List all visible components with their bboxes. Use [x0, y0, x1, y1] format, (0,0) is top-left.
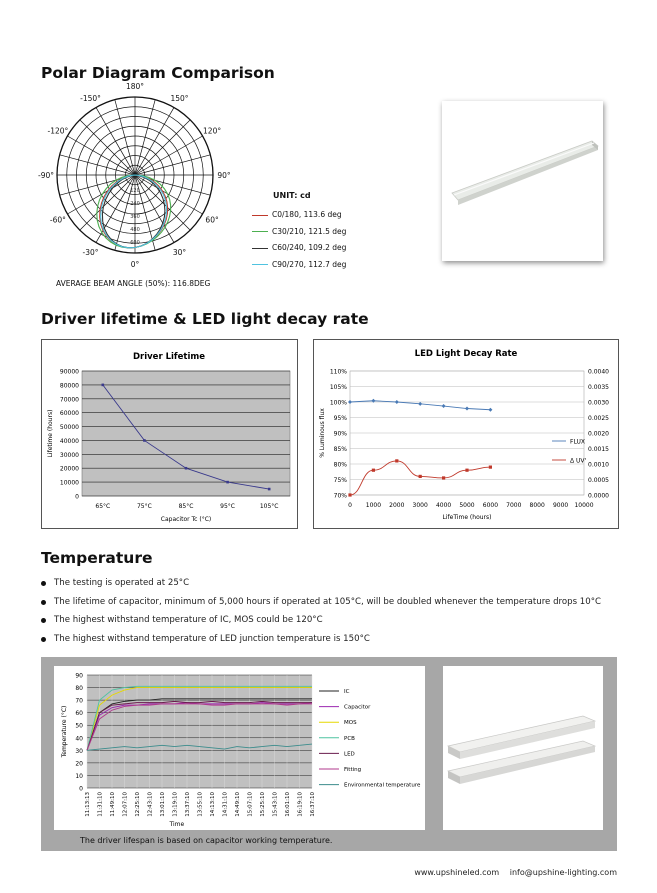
luminaire-photo — [442, 101, 603, 261]
x-tick-label: 8000 — [529, 502, 545, 509]
y-tick-label: 95% — [333, 415, 347, 422]
temperature-caption: The driver lifespan is based on capacitor working temperature. — [80, 836, 333, 845]
legend-item — [252, 260, 346, 277]
x-tick-label: 85°C — [178, 503, 194, 510]
angle-label: -120° — [47, 126, 69, 136]
legend-label: Capacitor — [344, 704, 371, 711]
x-tick-label: 12:43:10 — [147, 792, 154, 817]
y-tick-label: 30 — [75, 747, 83, 755]
polar-spoke — [135, 175, 203, 214]
x-tick-label: 13:19:10 — [172, 792, 179, 817]
legend-label: C0/180, 113.6 deg — [272, 210, 342, 219]
chart-title: LED Light Decay Rate — [414, 349, 518, 359]
x-axis-label: LifeTime (hours) — [442, 514, 492, 521]
x-tick-label: 7000 — [506, 502, 522, 509]
x-tick-label: 16:37:10 — [310, 792, 316, 817]
angle-label: 150° — [170, 93, 189, 103]
x-tick-label: 15:07:10 — [247, 792, 254, 817]
angle-label: 120° — [203, 126, 222, 136]
data-point — [372, 469, 375, 472]
legend-label: Fitting — [344, 767, 362, 773]
radial-label: 0 — [133, 175, 137, 181]
x-tick-label: 75°C — [136, 503, 152, 510]
polar-spoke — [96, 107, 135, 175]
x-tick-label: 12:07:10 — [122, 792, 129, 817]
legend-item — [252, 210, 346, 227]
y-tick-label: 75% — [333, 477, 347, 484]
y2-tick-label: 0.0025 — [588, 415, 609, 422]
y-tick-label: 80 — [75, 685, 83, 693]
y2-tick-label: 0.0005 — [588, 477, 609, 484]
polar-spoke — [135, 107, 174, 175]
y2-tick-label: 0.0040 — [588, 368, 609, 376]
legend-label: C30/210, 121.5 deg — [272, 226, 347, 236]
polar-spoke — [135, 136, 203, 175]
data-point — [489, 466, 492, 469]
data-point — [442, 476, 445, 479]
angle-label: 30° — [172, 248, 187, 258]
legend-swatch — [252, 215, 268, 216]
y-tick-label: 110% — [329, 368, 347, 376]
temperature-chart — [54, 666, 425, 830]
angle-label: 90° — [217, 171, 231, 180]
radial-label: 120 — [130, 188, 140, 194]
x-tick-label: 12:25:10 — [135, 792, 141, 817]
legend-swatch — [252, 248, 268, 249]
angle-label: -60° — [49, 215, 66, 225]
polar-spoke — [135, 120, 190, 175]
temperature-bullets — [41, 574, 601, 648]
angle-label: -30° — [82, 248, 99, 258]
y-tick-label: 50000 — [59, 424, 79, 432]
legend-label: C90/270, 112.7 deg — [272, 259, 347, 269]
x-tick-label: 5000 — [459, 502, 475, 509]
y-tick-label: 85% — [333, 446, 347, 453]
footer — [406, 868, 617, 877]
legend-label: LED — [344, 751, 355, 758]
data-point — [102, 384, 105, 387]
data-point — [419, 475, 422, 478]
x-tick-label: 11:31:10 — [97, 792, 104, 817]
polar-spoke — [115, 100, 135, 175]
led-decay-chart — [313, 339, 619, 529]
x-tick-label: 11:49:10 — [110, 792, 116, 817]
polar-heading: Polar Diagram Comparison — [41, 64, 275, 82]
y-tick-label: 80% — [333, 461, 347, 469]
y-tick-label: 70% — [333, 492, 347, 500]
y-tick-label: 40 — [75, 735, 83, 743]
y2-tick-label: 0.0000 — [588, 492, 609, 500]
y-tick-label: 90% — [333, 430, 347, 438]
x-tick-label: 14:13:10 — [210, 792, 216, 817]
x-tick-label: 16:19:10 — [297, 792, 304, 817]
bullet-item: The testing is operated at 25°C — [41, 574, 601, 593]
y2-tick-label: 0.0010 — [588, 461, 609, 469]
x-tick-label: 13:37:10 — [185, 792, 191, 817]
x-tick-label: 15:25:10 — [260, 792, 266, 817]
y-tick-label: 70000 — [59, 396, 79, 404]
polar-legend — [252, 210, 346, 276]
y-tick-label: 40000 — [59, 437, 79, 445]
y2-tick-label: 0.0030 — [588, 399, 609, 407]
angle-label: 180° — [125, 82, 145, 91]
y-tick-label: 60 — [75, 710, 83, 718]
x-tick-label: 16:01:10 — [285, 792, 291, 817]
y2-tick-label: 0.0015 — [588, 446, 609, 453]
y-tick-label: 80000 — [59, 382, 79, 390]
data-point — [268, 488, 271, 491]
x-tick-label: 15:43:10 — [272, 792, 279, 817]
bullet-item: The highest withstand temperature of IC, MOS could be 120°C — [41, 611, 601, 630]
bullet-item: The highest withstand temperature of LED junction temperature is 150°C — [41, 630, 601, 649]
x-tick-label: 1000 — [365, 502, 382, 509]
email-link[interactable]: info@upshine-lighting.com — [509, 868, 617, 877]
x-tick-label: 65°C — [95, 503, 111, 510]
polar-diagram — [38, 82, 250, 288]
radial-label: 600 — [130, 240, 140, 246]
data-point — [348, 493, 351, 496]
y-tick-label: 10 — [75, 772, 83, 780]
data-point — [185, 467, 188, 470]
fixture-photo-2 — [443, 666, 603, 830]
radial-label: 360 — [130, 214, 140, 220]
data-point — [465, 469, 468, 472]
y-tick-label: 20 — [75, 760, 83, 768]
y-tick-label: 0 — [75, 493, 79, 501]
y-tick-label: 100% — [329, 399, 347, 407]
x-tick-label: 6000 — [482, 502, 499, 509]
y-tick-label: 90000 — [59, 368, 79, 376]
angle-label: -150° — [80, 93, 101, 103]
y2-tick-label: 0.0035 — [588, 384, 609, 391]
legend-item — [252, 243, 346, 260]
legend-label: Δ UV' — [570, 457, 587, 465]
driver-heading: Driver lifetime & LED light decay rate — [41, 310, 369, 328]
y-axis-label: % Luminous flux — [319, 408, 326, 458]
legend-swatch — [252, 231, 268, 232]
polar-spoke — [67, 136, 135, 175]
legend-label: IC — [344, 689, 350, 695]
driver-lifetime-chart — [41, 339, 298, 529]
legend-label: MOS — [344, 720, 357, 727]
angle-label: -90° — [38, 171, 54, 180]
x-tick-label: 105°C — [259, 503, 279, 510]
legend-label: FLUX — [570, 438, 585, 446]
x-tick-label: 14:49:10 — [235, 792, 241, 817]
data-point — [395, 459, 398, 462]
x-axis-label: Time — [169, 821, 185, 828]
x-tick-label: 11:13:13 — [85, 792, 91, 817]
y-tick-label: 60000 — [59, 410, 79, 418]
chart-title: Driver Lifetime — [132, 352, 206, 362]
legend-item — [252, 227, 346, 244]
x-tick-label: 3000 — [412, 502, 428, 509]
angle-label: 0° — [130, 260, 140, 269]
beam-angle-label: AVERAGE BEAM ANGLE (50%): 116.8DEG — [56, 279, 211, 288]
bullet-item: The lifetime of capacitor, minimum of 5,000 hours if operated at 105°C, will be doubled whenever the temperature drops 10°C — [41, 593, 601, 612]
y-axis-label: Temperature (°C) — [61, 705, 68, 758]
unit-label: UNIT: cd — [273, 191, 311, 200]
x-tick-label: 95°C — [220, 503, 236, 510]
x-tick-label: 13:01:10 — [160, 792, 166, 817]
x-tick-label: 4000 — [435, 502, 452, 509]
data-point — [143, 439, 146, 442]
legend-label: C60/240, 109.2 deg — [272, 243, 347, 252]
y-tick-label: 90 — [75, 672, 83, 680]
y-axis-label: Lifetime (hours) — [47, 409, 54, 458]
data-point — [226, 481, 229, 484]
radial-label: 480 — [130, 227, 140, 233]
y-tick-label: 0 — [79, 785, 83, 793]
legend-label: PCB — [344, 735, 355, 742]
x-tick-label: 2000 — [389, 502, 405, 509]
temperature-heading: Temperature — [41, 549, 153, 567]
y-tick-label: 20000 — [59, 465, 79, 473]
polar-spoke — [60, 155, 135, 175]
plot-area — [82, 371, 290, 496]
polar-spoke — [135, 155, 210, 175]
y-tick-label: 10000 — [59, 479, 79, 487]
polar-spoke — [135, 100, 155, 175]
linear-fixture-image — [442, 101, 603, 261]
x-tick-label: 10000 — [574, 502, 594, 509]
y2-tick-label: 0.0020 — [588, 430, 609, 438]
website-link[interactable]: www.upshineled.com — [414, 868, 500, 877]
y-tick-label: 50 — [75, 722, 83, 730]
x-tick-label: 14:31:10 — [222, 792, 229, 817]
x-tick-label: 0 — [348, 502, 352, 509]
legend-label: Environmental temperature — [344, 782, 421, 789]
radial-label: 240 — [130, 201, 140, 207]
angle-label: 60° — [205, 215, 219, 225]
linear-fixture-image — [443, 666, 603, 830]
x-axis-label: Capacitor Tc (°C) — [160, 516, 212, 523]
y-tick-label: 30000 — [59, 451, 79, 459]
legend-swatch — [252, 264, 268, 265]
x-tick-label: 13:55:10 — [197, 792, 204, 817]
polar-spoke — [80, 120, 135, 175]
y-tick-label: 70 — [75, 697, 83, 705]
x-tick-label: 9000 — [552, 502, 569, 509]
y-tick-label: 105% — [329, 384, 347, 391]
polar-spoke — [80, 175, 135, 230]
